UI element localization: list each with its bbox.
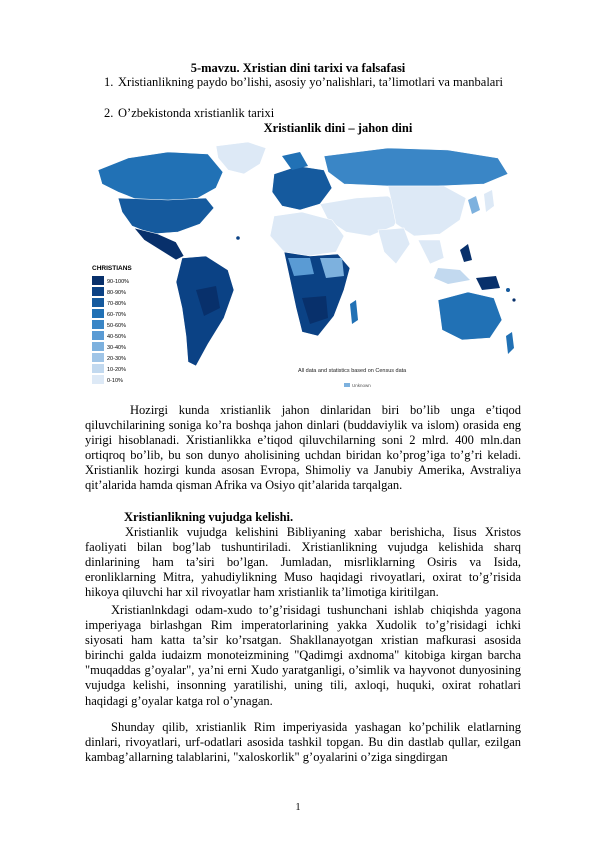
section-heading: Xristianlikning vujudga kelishi. <box>124 510 294 524</box>
legend-swatch <box>92 309 104 318</box>
legend-swatch <box>92 276 104 285</box>
legend-swatch <box>92 342 104 351</box>
legend-label: 20-30% <box>107 356 126 362</box>
legend-swatch <box>92 320 104 329</box>
page-title: 5-mavzu. Xristian dini tarixi va falsafasi <box>190 61 406 75</box>
legend-swatch <box>92 375 104 384</box>
outline-item-number: 1. <box>104 75 114 89</box>
map-credit: Unknown <box>352 383 371 388</box>
paragraph-intro: Hozirgi kunda xristianlik jahon dinlaridan biri bo’lib unga e’tiqod qiluvchilarining soniga ko’ra boshqa jahon dinlari (buddaviylik va islom) orasida eng yirigi hisoblanadi. Xristianlikka e’tiqod qiluvchilarning soni 2 mlrd. 400 mln.dan ortiqroq bo’lib, bu son dunyo aholisining uchdan biridan ko’prog’iga to’g’ri keladi. Xristianlik hozirgi kunda asosan Evropa, Shimoliy va Janubiy Amerika, Avstraliya qit’alarida hamda qisman Afrika va Osiyo qit’alarida tarqalgan. <box>85 403 521 493</box>
legend-swatch <box>92 353 104 362</box>
region-australia <box>438 292 502 340</box>
outline-item-text: O’zbekistonda xristianlik tarixi <box>118 106 275 120</box>
outline-item-2 <box>104 106 518 121</box>
paragraph-conclusion: Shunday qilib, xristianlik Rim imperiyasida yashagan ko’pchilik elatlarning dinlari, rivoyatlari, urf-odatlari asosida tashkil topgan. Bu din dastlab qullar, ezilgan kambag’allarning talablarini, "xaloskorlik" g’oyalarini o’ziga singdirgan <box>85 720 521 765</box>
legend-label: 70-80% <box>107 301 126 307</box>
map-note: All data and statistics based on Census data <box>298 368 407 374</box>
legend-swatch <box>92 287 104 296</box>
section-subtitle: Xristianlik dini – jahon dini <box>263 121 413 135</box>
legend-label: 30-40% <box>107 345 126 351</box>
paragraph-rome: Xristianlnkdagi odam-xudo to’g’risidagi tushunchani ishlab chiqishda yagona imperiyaga birlashgan Rim imperatorlarining yakka Xudolik to’g’risidagi ichki siyosati ham katta ta’sir ko’rsatgan. Shakllanayotgan xristian mafkurasi asosida birinchi galda iudaizm monoteizmining "Qadimgi axdnoma" kitobiga kirgan barcha "muqaddas g’oyalar", ya’ni erni Xudo yaratganligi, o’simlik va hayvonot dunyosining vujudga kelishi, insonning yaratilishi, uning tili, axloqi, huquki, oxirat rohatlari haqidagi g’oyalar katga rol o’ynagan. <box>85 603 521 708</box>
outline-item-number: 2. <box>104 106 114 120</box>
legend-swatch <box>92 331 104 340</box>
legend-label: 0-10% <box>107 378 123 384</box>
legend-label: 40-50% <box>107 334 126 340</box>
map-legend <box>88 258 138 390</box>
outline-item-1 <box>104 75 518 90</box>
outline-item-text: Xristianlikning paydo bo’lishi, asosiy yo’nalishlari, ta’limotlari va manbalari <box>118 75 503 89</box>
legend-label: 50-60% <box>107 323 126 329</box>
world-christian-map <box>88 140 520 395</box>
legend-label: 80-90% <box>107 290 126 296</box>
legend-label: 10-20% <box>107 367 126 373</box>
page-number: 1 <box>295 802 301 813</box>
paragraph-origin: Xristianlik vujudga kelishini Bibliyaning xabar berishicha, Iisus Xristos faoliyati bilan bog’lab tushuntiriladi. Xristianlikning vujudga kelishida sharq dinlarining ham ta’siri bo’lgan. Jumladan, misrliklarning Osiris va Isida, eronliklarning Mitra, yahudiylikning Muso haqidagi rivoyatlari, oxirat to’g’risida hikoya qiluvchi har xil rivoyatlar ham xristianlik ta’limotiga kiritilgan. <box>85 525 521 600</box>
legend-label: 60-70% <box>107 312 126 318</box>
legend-swatch <box>92 364 104 373</box>
map-graphic <box>88 140 520 395</box>
legend-label: 90-100% <box>107 279 130 285</box>
legend-title: CHRISTIANS <box>92 265 132 272</box>
legend-swatch <box>92 298 104 307</box>
